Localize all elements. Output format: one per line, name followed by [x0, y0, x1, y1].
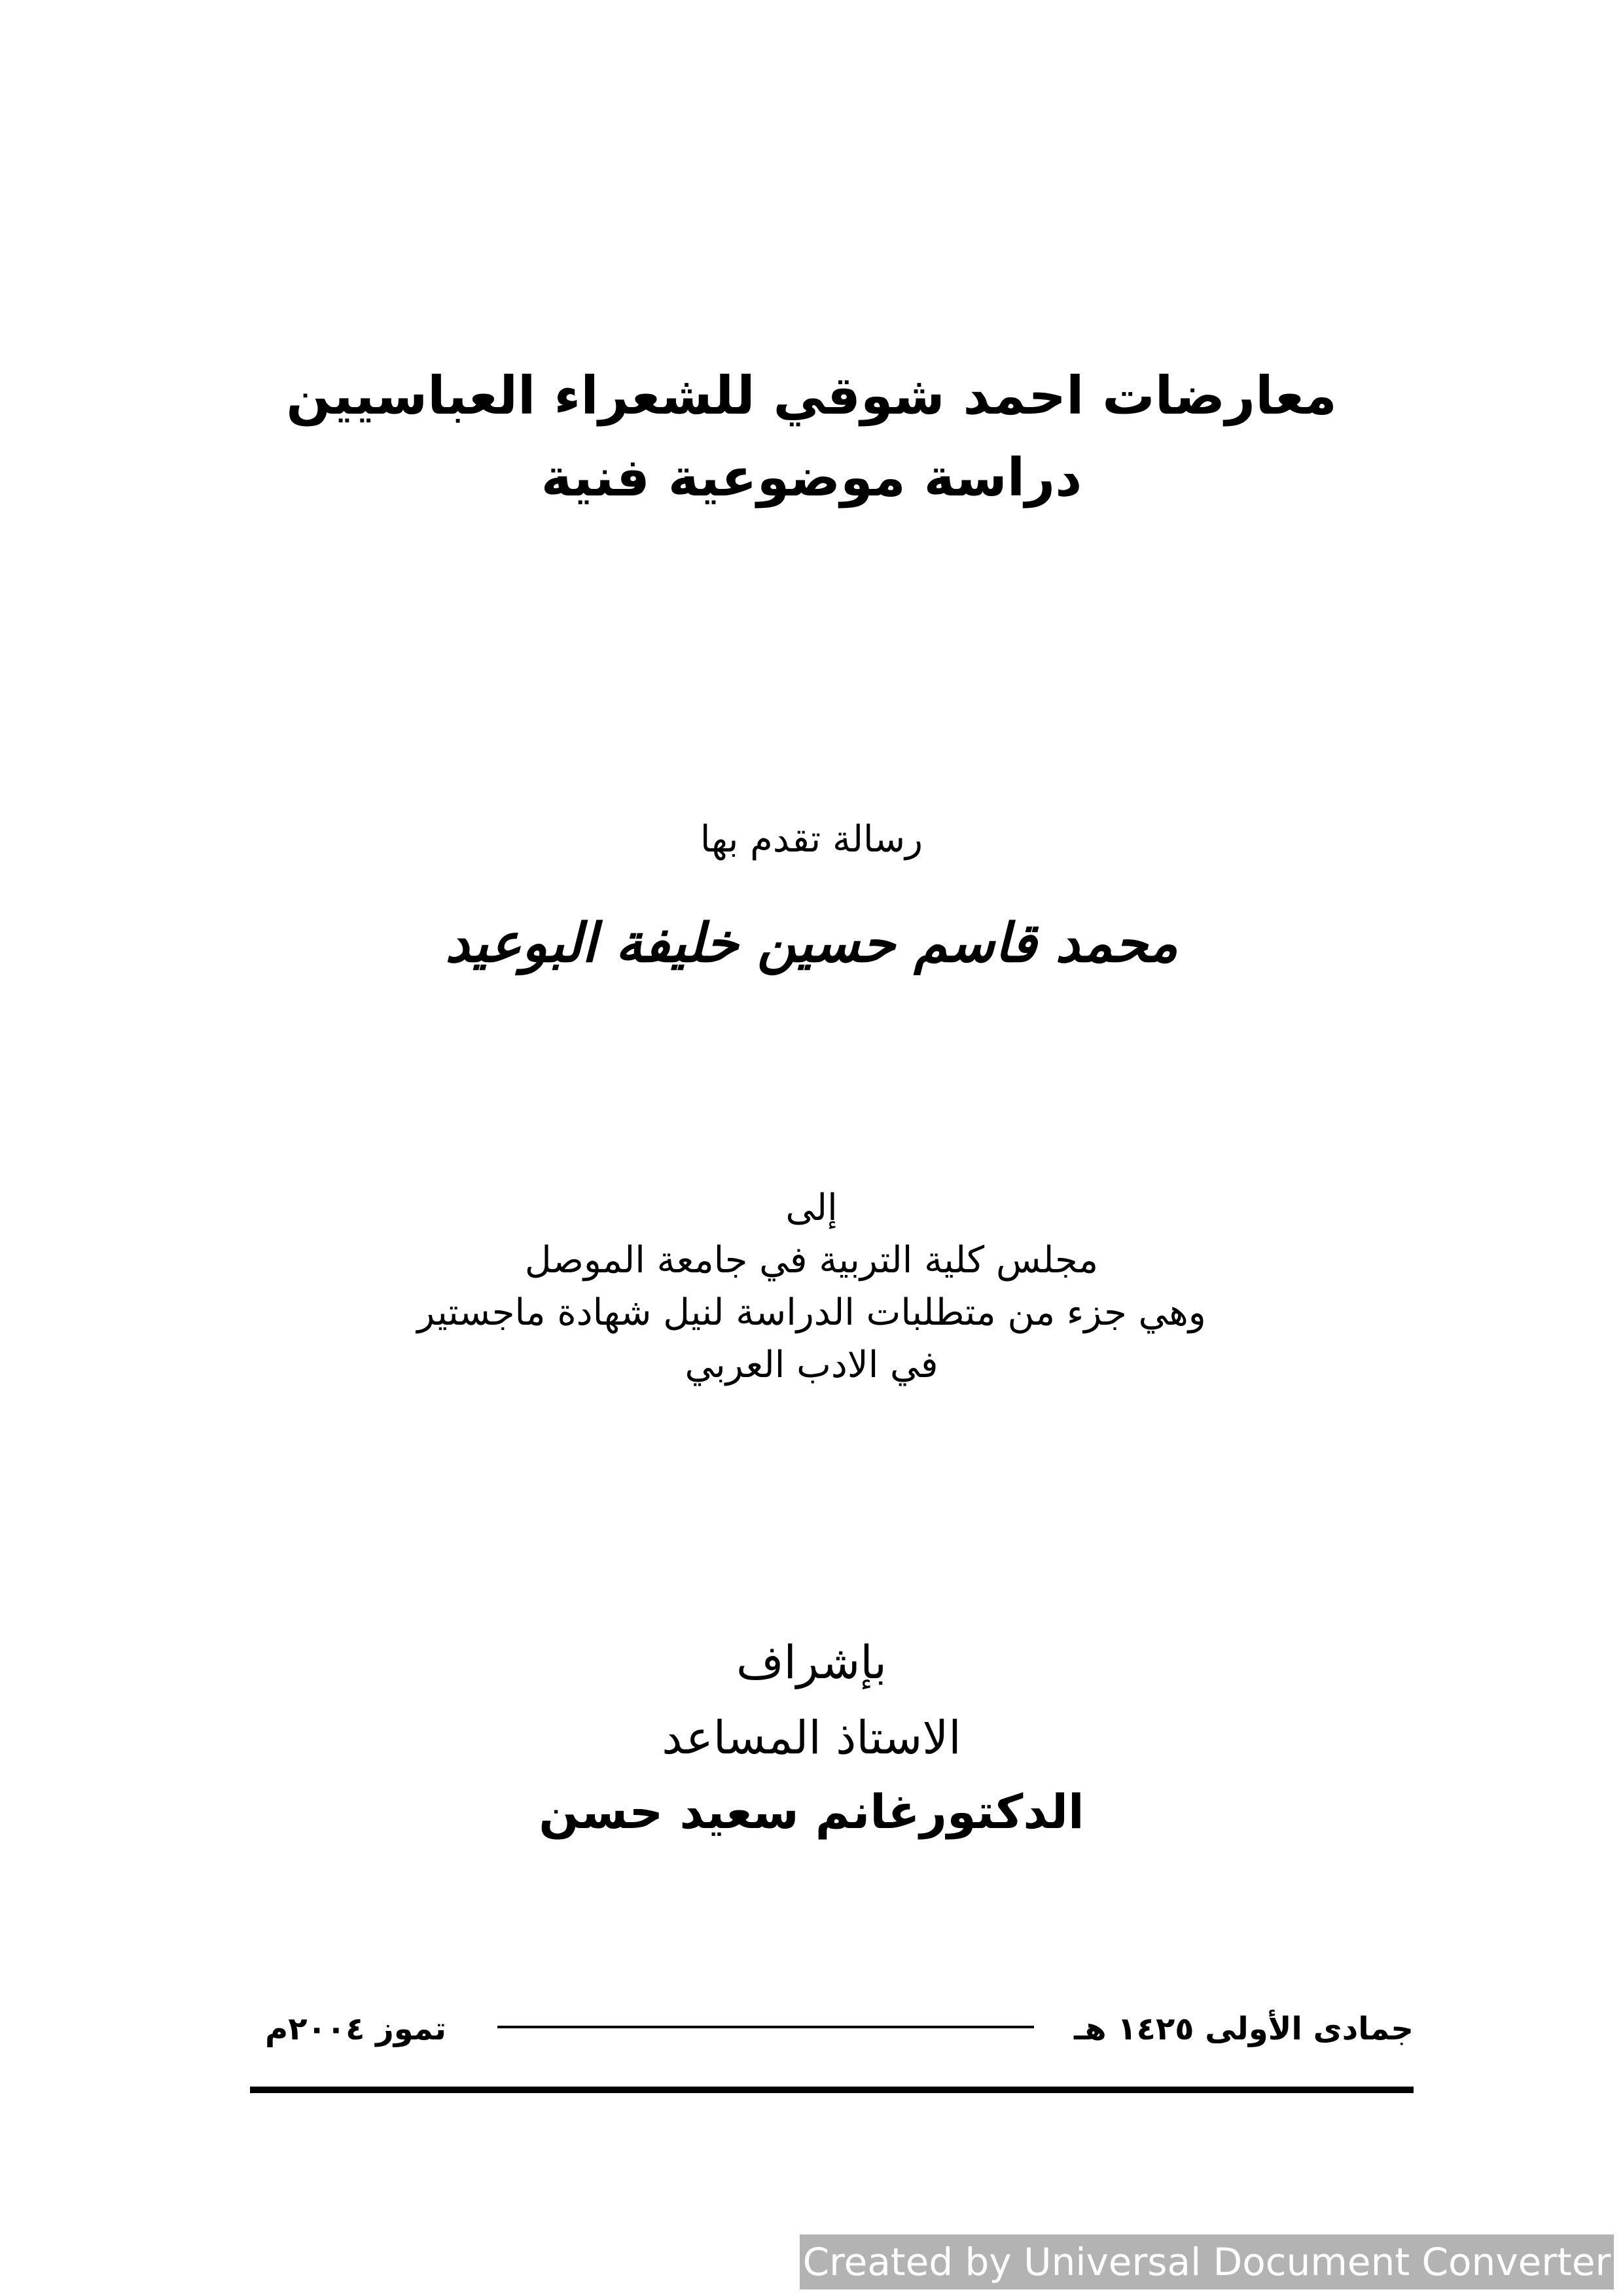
degree-field: في الادب العربي [685, 1344, 938, 1386]
destination-to: إلى [785, 1187, 838, 1229]
submission-intro: رسالة تقدم بها [700, 818, 923, 861]
hijri-date: جمادى الأولى ١٤٢٥ هـ [1073, 2011, 1414, 2047]
supervisor-name: الدكتورغانم سعيد حسن [539, 1784, 1084, 1839]
supervision-label: بإشراف [736, 1636, 887, 1689]
supervisor-rank: الاستاذ المساعد [662, 1711, 961, 1765]
thesis-title-line-2: دراسة موضوعية فنية [541, 447, 1082, 508]
degree-purpose: وهي جزء من متطلبات الدراسة لنيل شهادة ماجستير [417, 1291, 1206, 1334]
thesis-title-line-1: معارضات احمد شوقي للشعراء العباسيين [286, 365, 1337, 426]
date-divider [497, 2026, 1034, 2028]
council-name: مجلس كلية التربية في جامعة الموصل [524, 1239, 1099, 1282]
author-name: محمد قاسم حسين خليفة البوعيد [445, 912, 1178, 975]
gregorian-date: تموز ٢٠٠٤م [265, 2011, 447, 2047]
footer-rule [250, 2087, 1414, 2093]
converter-watermark: Created by Universal Document Converter [800, 2234, 1614, 2289]
